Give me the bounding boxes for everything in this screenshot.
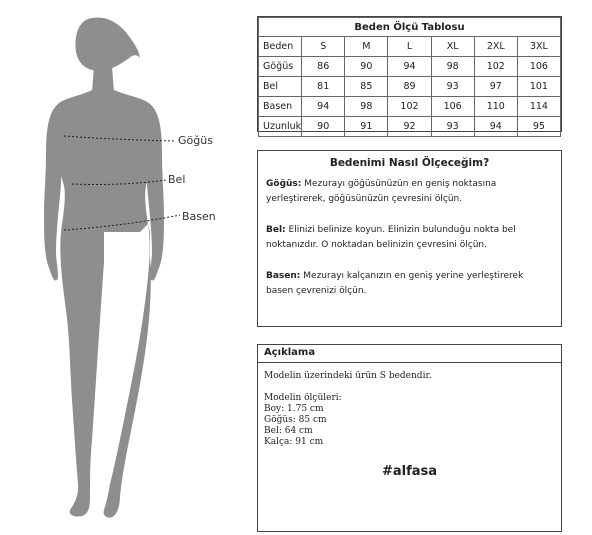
column-header: L [388, 37, 431, 57]
model-measurements-title: Modelin ölçüleri: [264, 393, 342, 403]
table-cell: 98 [431, 57, 474, 77]
how-to-measure-panel [257, 150, 562, 327]
table-cell: 110 [474, 97, 517, 117]
description-panel [257, 344, 562, 532]
table-cell: 90 [302, 117, 345, 137]
column-header: 2XL [474, 37, 517, 57]
table-cell: 93 [431, 77, 474, 97]
table-row [259, 97, 561, 117]
table-cell: 92 [388, 117, 431, 137]
description-divider [258, 362, 561, 363]
column-header: M [345, 37, 388, 57]
measure-instruction-waist [266, 223, 553, 253]
instruction-text: Elinizi belinize koyun. Elinizin bulunduğu nokta bel noktanızdır. O noktadan belinizin çevresini ölçün. [266, 225, 516, 250]
column-header: Beden [259, 37, 302, 57]
table-cell: 94 [388, 57, 431, 77]
model-height: Boy: 1.75 cm [264, 404, 324, 414]
model-waist: Bel: 64 cm [264, 426, 313, 436]
table-cell: 97 [474, 77, 517, 97]
table-cell: 106 [517, 57, 560, 77]
measure-instruction-hip [266, 269, 553, 299]
table-cell: 86 [302, 57, 345, 77]
brand-hashtag: #alfasa [381, 464, 438, 479]
instruction-term: Göğüs: [266, 179, 302, 189]
instruction-term: Basen: [266, 271, 301, 281]
table-header-row [259, 37, 561, 57]
table-cell: 102 [388, 97, 431, 117]
table-cell: 102 [474, 57, 517, 77]
table-cell: 95 [517, 117, 560, 137]
table-row [259, 117, 561, 137]
model-hip: Kalça: 91 cm [264, 437, 324, 447]
waist-label: Bel [168, 173, 186, 186]
column-header: 3XL [517, 37, 560, 57]
hip-label: Basen [182, 210, 216, 223]
row-label: Basen [259, 97, 302, 117]
size-chart-table [258, 17, 561, 137]
row-label: Bel [259, 77, 302, 97]
instruction-text: Mezurayı göğüsünüzün en geniş noktasına yerleştirerek, göğüsünüzün çevresini ölçün. [266, 179, 497, 204]
table-cell: 114 [517, 97, 560, 117]
size-chart [257, 16, 562, 132]
table-cell: 91 [345, 117, 388, 137]
instruction-text: Mezurayı kalçanızın en geniş yerine yerleştirerek basen çevrenizi ölçün. [266, 271, 524, 296]
model-size-text: Modelin üzerindeki ürün S bedendir. [264, 371, 432, 381]
table-row [259, 57, 561, 77]
instruction-term: Bel: [266, 225, 286, 235]
row-label: Uzunluk [259, 117, 302, 137]
silhouette-illustration [0, 0, 250, 535]
table-cell: 93 [431, 117, 474, 137]
table-cell: 85 [345, 77, 388, 97]
table-cell: 101 [517, 77, 560, 97]
table-row [259, 77, 561, 97]
table-cell: 89 [388, 77, 431, 97]
measure-instruction-chest [266, 177, 553, 207]
table-cell: 106 [431, 97, 474, 117]
size-chart-title: Beden Ölçü Tablosu [259, 18, 561, 37]
column-header: S [302, 37, 345, 57]
table-cell: 94 [302, 97, 345, 117]
table-cell: 90 [345, 57, 388, 77]
column-header: XL [431, 37, 474, 57]
row-label: Göğüs [259, 57, 302, 77]
table-cell: 94 [474, 117, 517, 137]
silhouette-shape [44, 18, 164, 518]
chest-label: Göğüs [178, 134, 213, 147]
body-figure [0, 0, 250, 535]
table-cell: 81 [302, 77, 345, 97]
description-title: Açıklama [264, 347, 316, 358]
how-to-measure-title: Bedenimi Nasıl Ölçeceğim? [329, 157, 490, 169]
table-cell: 98 [345, 97, 388, 117]
model-chest: Göğüs: 85 cm [264, 415, 327, 425]
